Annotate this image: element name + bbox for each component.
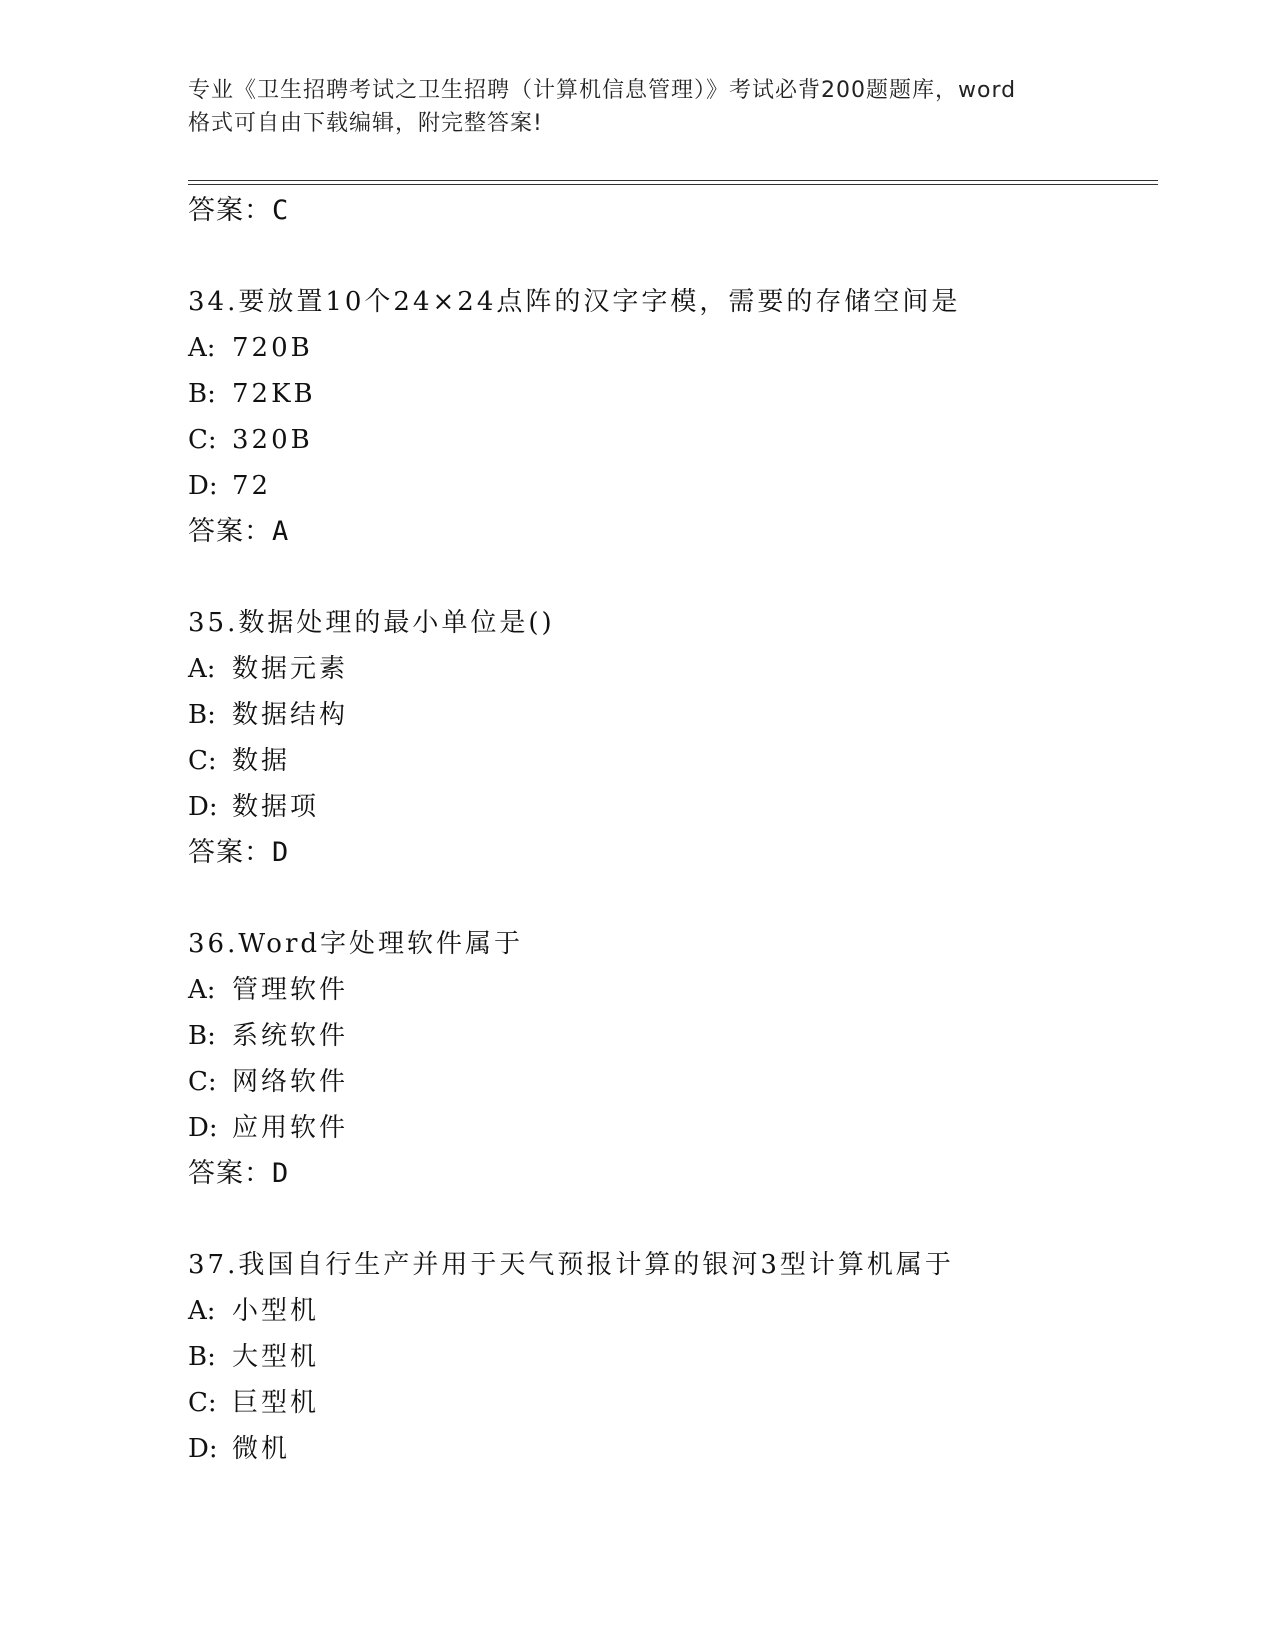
option-b (188, 1334, 1148, 1380)
option-c (188, 417, 1148, 463)
answer-line (188, 1151, 1148, 1197)
option-text: 72KB (232, 379, 316, 409)
question-block (188, 279, 1148, 555)
answer-value: C (272, 195, 289, 226)
option-d (188, 1105, 1148, 1151)
option-c (188, 1380, 1148, 1426)
option-key: A: (188, 975, 216, 1005)
spacer (188, 876, 1148, 921)
question-block (188, 1242, 1148, 1472)
option-text: 72 (232, 471, 272, 501)
option-key: C: (188, 1067, 217, 1097)
option-text: 720B (232, 333, 313, 363)
header-line-2: 格式可自由下载编辑，附完整答案! (188, 111, 543, 136)
answer-value: D (272, 1158, 289, 1189)
option-key: A: (188, 654, 216, 684)
option-a (188, 967, 1148, 1013)
question-stem: 34.要放置10个24×24点阵的汉字字模，需要的存储空间是 (188, 287, 961, 317)
answer-value: A (272, 516, 289, 547)
option-d (188, 1426, 1148, 1472)
header-divider-top (188, 180, 1158, 181)
answer-line (188, 188, 1148, 234)
option-key: D: (188, 1113, 218, 1143)
option-key: D: (188, 792, 218, 822)
answer-label: 答案： (188, 516, 272, 547)
option-text: 数据 (232, 746, 291, 776)
document-header (188, 74, 1088, 140)
question-block (188, 600, 1148, 876)
option-key: D: (188, 1434, 218, 1464)
option-b (188, 1013, 1148, 1059)
option-d (188, 784, 1148, 830)
option-key: B: (188, 1021, 216, 1051)
option-key: B: (188, 700, 216, 730)
option-text: 系统软件 (232, 1021, 349, 1051)
option-text: 大型机 (232, 1342, 320, 1372)
option-a (188, 325, 1148, 371)
option-key: C: (188, 425, 217, 455)
option-text: 网络软件 (232, 1067, 349, 1097)
option-text: 管理软件 (232, 975, 349, 1005)
option-text: 320B (232, 425, 313, 455)
answer-label: 答案： (188, 195, 272, 226)
option-c (188, 738, 1148, 784)
question-stem: 35.数据处理的最小单位是() (188, 608, 555, 638)
option-key: A: (188, 1296, 216, 1326)
option-key: B: (188, 1342, 216, 1372)
spacer (188, 555, 1148, 600)
option-b (188, 371, 1148, 417)
option-key: C: (188, 746, 217, 776)
question-stem: 37.我国自行生产并用于天气预报计算的银河3型计算机属于 (188, 1250, 954, 1280)
option-text: 应用软件 (232, 1113, 349, 1143)
spacer (188, 234, 1148, 279)
answer-line (188, 830, 1148, 876)
option-key: A: (188, 333, 216, 363)
answer-label: 答案： (188, 837, 272, 868)
answer-line (188, 509, 1148, 555)
option-key: D: (188, 471, 218, 501)
option-a (188, 1288, 1148, 1334)
option-key: B: (188, 379, 216, 409)
option-text: 数据项 (232, 792, 320, 822)
option-c (188, 1059, 1148, 1105)
spacer (188, 1197, 1148, 1242)
option-text: 数据结构 (232, 700, 349, 730)
header-line-1: 专业《卫生招聘考试之卫生招聘（计算机信息管理）》考试必背200题题库，word (188, 78, 1017, 103)
answer-label: 答案： (188, 1158, 272, 1189)
answer-value: D (272, 837, 289, 868)
question-block (188, 921, 1148, 1197)
option-a (188, 646, 1148, 692)
option-text: 巨型机 (232, 1388, 320, 1418)
option-b (188, 692, 1148, 738)
option-key: C: (188, 1388, 217, 1418)
option-text: 微机 (232, 1434, 291, 1464)
option-text: 小型机 (232, 1296, 320, 1326)
header-divider-bottom (188, 184, 1158, 185)
question-list (188, 188, 1148, 1472)
question-stem: 36.Word字处理软件属于 (188, 929, 524, 959)
option-text: 数据元素 (232, 654, 349, 684)
option-d (188, 463, 1148, 509)
